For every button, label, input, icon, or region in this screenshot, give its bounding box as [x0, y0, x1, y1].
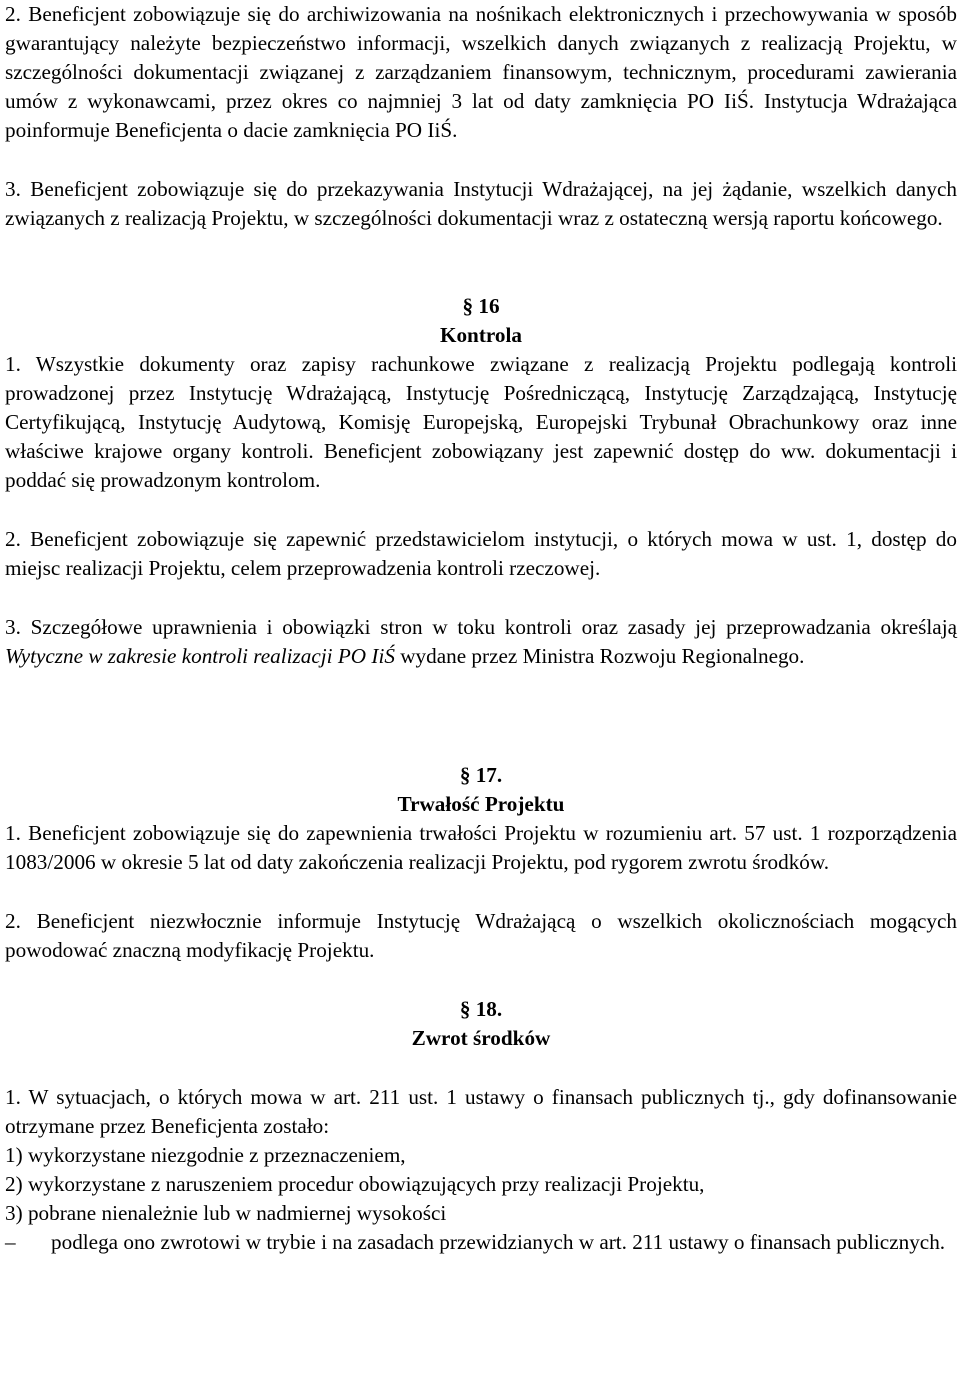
section-16-number: § 16	[462, 294, 500, 318]
list-item-3: 3) pobrane nienależnie lub w nadmiernej wysokości	[5, 1201, 447, 1225]
paragraph-16-1: 1. Wszystkie dokumenty oraz zapisy rachunkowe związane z realizacją Projektu podlegają kontroli prowadzonej przez Instytucję Wdrażającą, Instytucję Pośredniczącą, Instytucję Zarządzającą, Instytucję Certyfikującą, Instytucję Audytową, Komisję Europejską, Europejski Trybunał Obrachunkowy oraz inne właściwe krajowe organy kontroli. Beneficjent zobowiązany jest zapewnić dostęp do ww. dokumentacji i poddać się prowadzonym kontrolom.	[5, 352, 957, 492]
list-item-2: 2) wykorzystane z naruszeniem procedur obowiązujących przy realizacji Projektu,	[5, 1172, 705, 1196]
section-16-title: Kontrola	[439, 323, 522, 347]
paragraph-18-1: 1. W sytuacjach, o których mowa w art. 211 ust. 1 ustawy o finansach publicznych tj., gdy dofinansowanie otrzymane przez Beneficjenta zostało:	[5, 1085, 957, 1138]
guidelines-title: Wytyczne w zakresie kontroli realizacji PO IiŚ	[5, 644, 395, 668]
paragraph-18-consequence	[5, 1228, 957, 1257]
paragraph-17-2: 2. Beneficjent niezwłocznie informuje Instytucję Wdrażającą o wszelkich okolicznościach mogących powodować znaczną modyfikację Projektu.	[5, 909, 957, 962]
document-page	[5, 0, 957, 1257]
section-18-title: Zwrot środków	[411, 1026, 551, 1050]
paragraph-16-3-text-a: 3. Szczegółowe uprawnienia i obowiązki stron w toku kontroli oraz zasady jej przeprowadzania określają	[5, 615, 957, 639]
dash-bullet: –	[5, 1230, 16, 1254]
list-item-1: 1) wykorzystane niezgodnie z przeznaczeniem,	[5, 1143, 406, 1167]
section-17-number: § 17.	[459, 763, 503, 787]
paragraph-16-3	[5, 613, 957, 671]
section-18-number: § 18.	[459, 997, 503, 1021]
paragraph-17-1: 1. Beneficjent zobowiązuje się do zapewnienia trwałości Projektu w rozumieniu art. 57 ust. 1 rozporządzenia 1083/2006 w okresie 5 lat od daty zakończenia realizacji Projektu, pod rygorem zwrotu środków.	[5, 821, 957, 874]
section-17-title: Trwałość Projektu	[397, 792, 565, 816]
paragraph-15-3: 3. Beneficjent zobowiązuje się do przekazywania Instytucji Wdrażającej, na jej żądanie, wszelkich danych związanych z realizacją Projektu, w szczególności dokumentacji wraz z ostateczną wersją raportu końcowego.	[5, 177, 957, 230]
paragraph-16-2: 2. Beneficjent zobowiązuje się zapewnić przedstawicielom instytucji, o których mowa w ust. 1, dostęp do miejsc realizacji Projektu, celem przeprowadzenia kontroli rzeczowej.	[5, 527, 957, 580]
paragraph-15-2: 2. Beneficjent zobowiązuje się do archiwizowania na nośnikach elektronicznych i przechowywania w sposób gwarantujący należyte bezpieczeństwo informacji, wszelkich danych związanych z realizacją Projektu, w szczególności dokumentacji związanej z zarządzaniem finansowym, technicznym, procedurami zawierania umów z wykonawcami, przez okres co najmniej 3 lat od daty zamknięcia PO IiŚ. Instytucja Wdrażająca poinformuje Beneficjenta o dacie zamknięcia PO IiŚ.	[5, 2, 957, 142]
paragraph-16-3-text-b: wydane przez Ministra Rozwoju Regionalnego.	[394, 644, 805, 668]
consequence-text: podlega ono zwrotowi w trybie i na zasadach przewidzianych w art. 211 ustawy o finansach publicznych.	[51, 1230, 946, 1254]
